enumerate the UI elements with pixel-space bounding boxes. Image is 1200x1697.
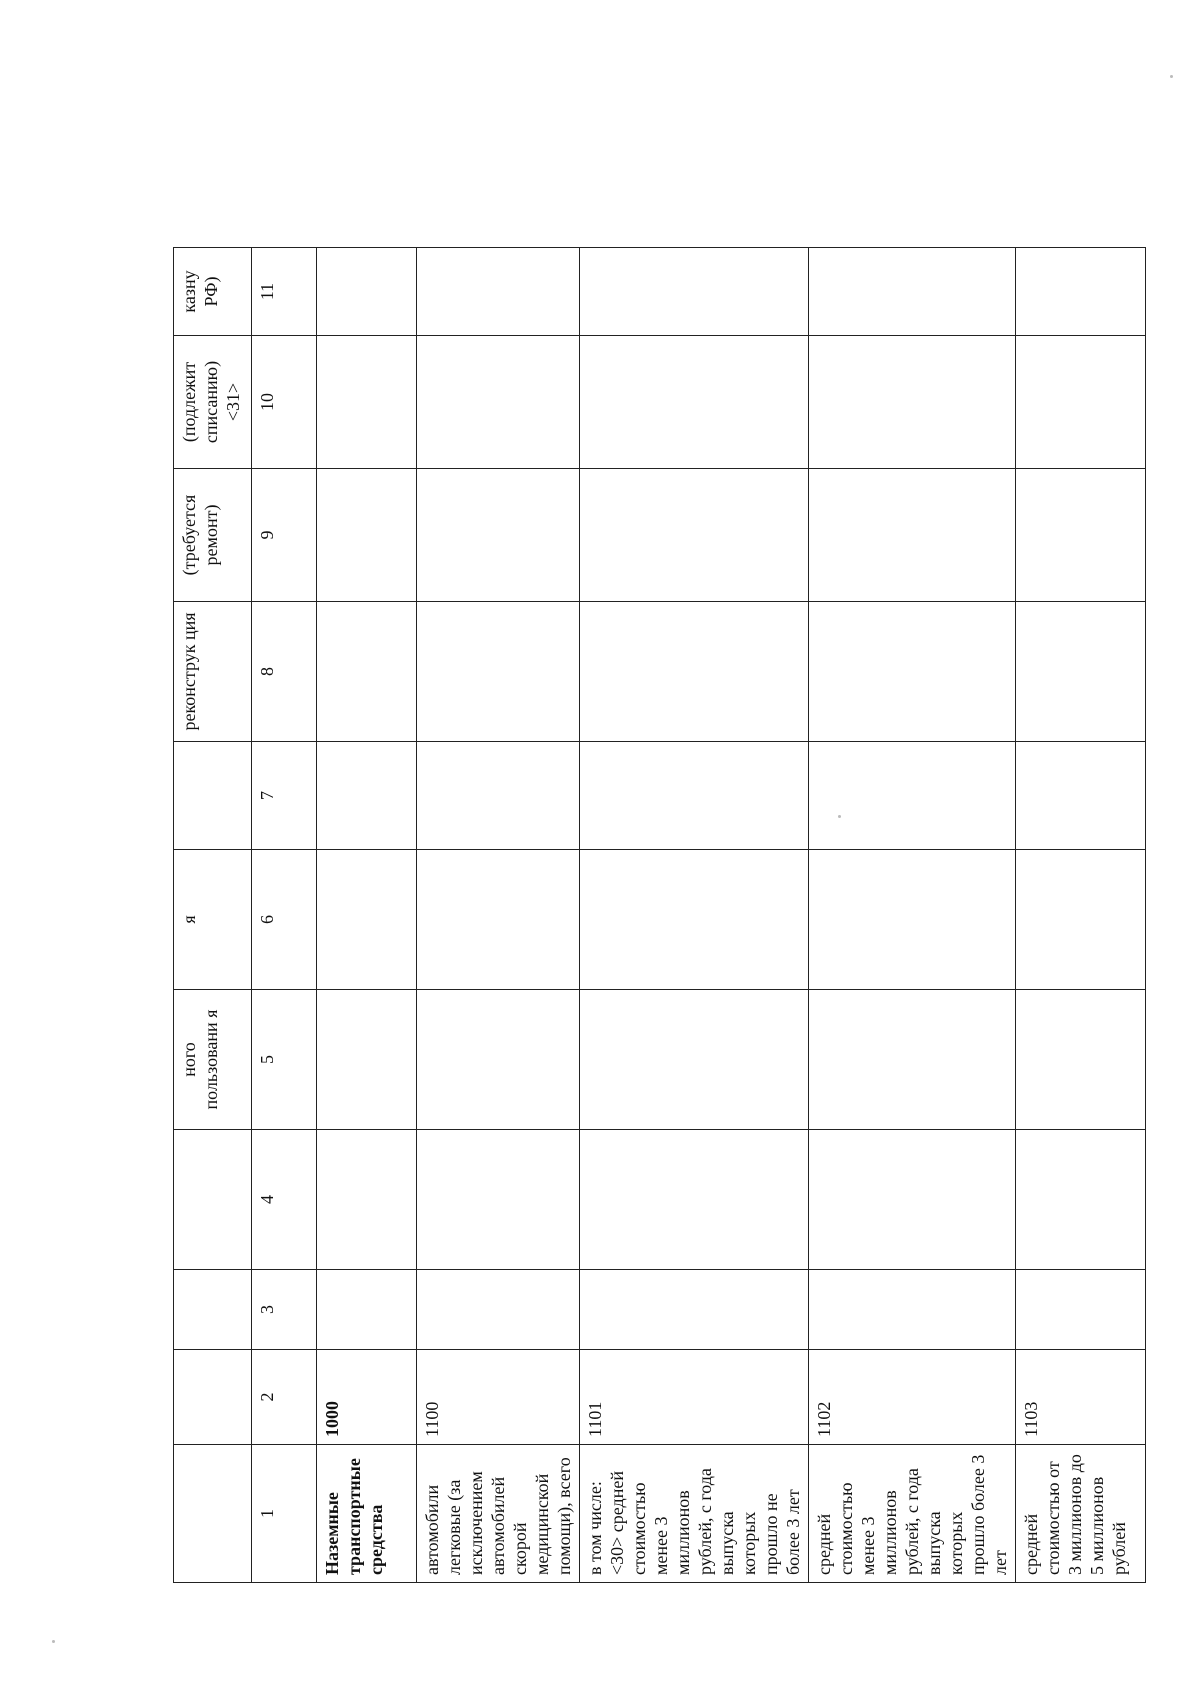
empty-cell — [417, 1270, 580, 1350]
empty-cell — [809, 1130, 1016, 1270]
header-cell: ного пользовани я — [174, 990, 252, 1130]
empty-cell — [317, 336, 417, 469]
empty-cell — [417, 336, 580, 469]
empty-cell — [1016, 602, 1146, 742]
column-number-row — [252, 248, 317, 1583]
table-row — [809, 248, 1016, 1583]
column-number: 1 — [252, 1445, 317, 1583]
column-number: 6 — [252, 850, 317, 990]
column-number: 8 — [252, 602, 317, 742]
header-cell — [174, 1350, 252, 1445]
column-number: 2 — [252, 1350, 317, 1445]
row-name: средней стоимостью от 3 миллионов до 5 миллионов рублей — [1016, 1445, 1146, 1583]
empty-cell — [580, 602, 809, 742]
empty-cell — [417, 742, 580, 850]
column-number: 5 — [252, 990, 317, 1130]
empty-cell — [417, 248, 580, 336]
vehicle-table — [173, 247, 1146, 1583]
header-cell: казну РФ) — [174, 248, 252, 336]
header-cell: реконструк ция — [174, 602, 252, 742]
empty-cell — [1016, 1270, 1146, 1350]
empty-cell — [1016, 742, 1146, 850]
empty-cell — [417, 1130, 580, 1270]
table-row — [580, 248, 809, 1583]
row-code: 1100 — [417, 1350, 580, 1445]
header-row — [174, 248, 252, 1583]
empty-cell — [809, 850, 1016, 990]
scan-speck — [52, 1640, 55, 1643]
empty-cell — [417, 990, 580, 1130]
row-name: в том числе: <30> средней стоимостью менее 3 миллионов рублей, с года выпуска которых прошло не более 3 лет — [580, 1445, 809, 1583]
row-code: 1102 — [809, 1350, 1016, 1445]
empty-cell — [809, 248, 1016, 336]
empty-cell — [317, 469, 417, 602]
empty-cell — [580, 1270, 809, 1350]
empty-cell — [317, 602, 417, 742]
row-code: 1101 — [580, 1350, 809, 1445]
header-cell — [174, 1445, 252, 1583]
column-number: 10 — [252, 336, 317, 469]
column-number: 4 — [252, 1130, 317, 1270]
empty-cell — [317, 1130, 417, 1270]
column-number: 9 — [252, 469, 317, 602]
empty-cell — [580, 742, 809, 850]
column-number: 11 — [252, 248, 317, 336]
empty-cell — [580, 850, 809, 990]
empty-cell — [580, 1130, 809, 1270]
column-number: 7 — [252, 742, 317, 850]
row-name: средней стоимостью менее 3 миллионов рублей, с года выпуска которых прошло более 3 лет — [809, 1445, 1016, 1583]
empty-cell — [1016, 990, 1146, 1130]
empty-cell — [580, 990, 809, 1130]
empty-cell — [1016, 469, 1146, 602]
row-name: Наземные транспортные средства — [317, 1445, 417, 1583]
scan-speck — [838, 815, 841, 818]
table-row — [1016, 248, 1146, 1583]
header-cell — [174, 1130, 252, 1270]
header-cell: (требуется ремонт) — [174, 469, 252, 602]
table-row — [417, 248, 580, 1583]
empty-cell — [580, 336, 809, 469]
empty-cell — [1016, 850, 1146, 990]
empty-cell — [317, 990, 417, 1130]
empty-cell — [809, 990, 1016, 1130]
empty-cell — [809, 469, 1016, 602]
rotated-page — [173, 248, 1129, 1583]
row-code: 1000 — [317, 1350, 417, 1445]
empty-cell — [580, 248, 809, 336]
header-cell — [174, 742, 252, 850]
empty-cell — [417, 850, 580, 990]
empty-cell — [1016, 248, 1146, 336]
row-name: автомобили легковые (за исключением автомобилей скорой медицинской помощи), всего — [417, 1445, 580, 1583]
header-cell — [174, 1270, 252, 1350]
empty-cell — [317, 850, 417, 990]
empty-cell — [417, 602, 580, 742]
empty-cell — [317, 742, 417, 850]
empty-cell — [317, 1270, 417, 1350]
header-cell: (подлежит списанию) <31> — [174, 336, 252, 469]
row-code: 1103 — [1016, 1350, 1146, 1445]
empty-cell — [317, 248, 417, 336]
empty-cell — [809, 336, 1016, 469]
empty-cell — [809, 1270, 1016, 1350]
column-number: 3 — [252, 1270, 317, 1350]
empty-cell — [580, 469, 809, 602]
table-row — [317, 248, 417, 1583]
empty-cell — [809, 742, 1016, 850]
empty-cell — [417, 469, 580, 602]
empty-cell — [1016, 1130, 1146, 1270]
scan-speck — [1170, 75, 1173, 78]
empty-cell — [1016, 336, 1146, 469]
empty-cell — [809, 602, 1016, 742]
header-cell: я — [174, 850, 252, 990]
